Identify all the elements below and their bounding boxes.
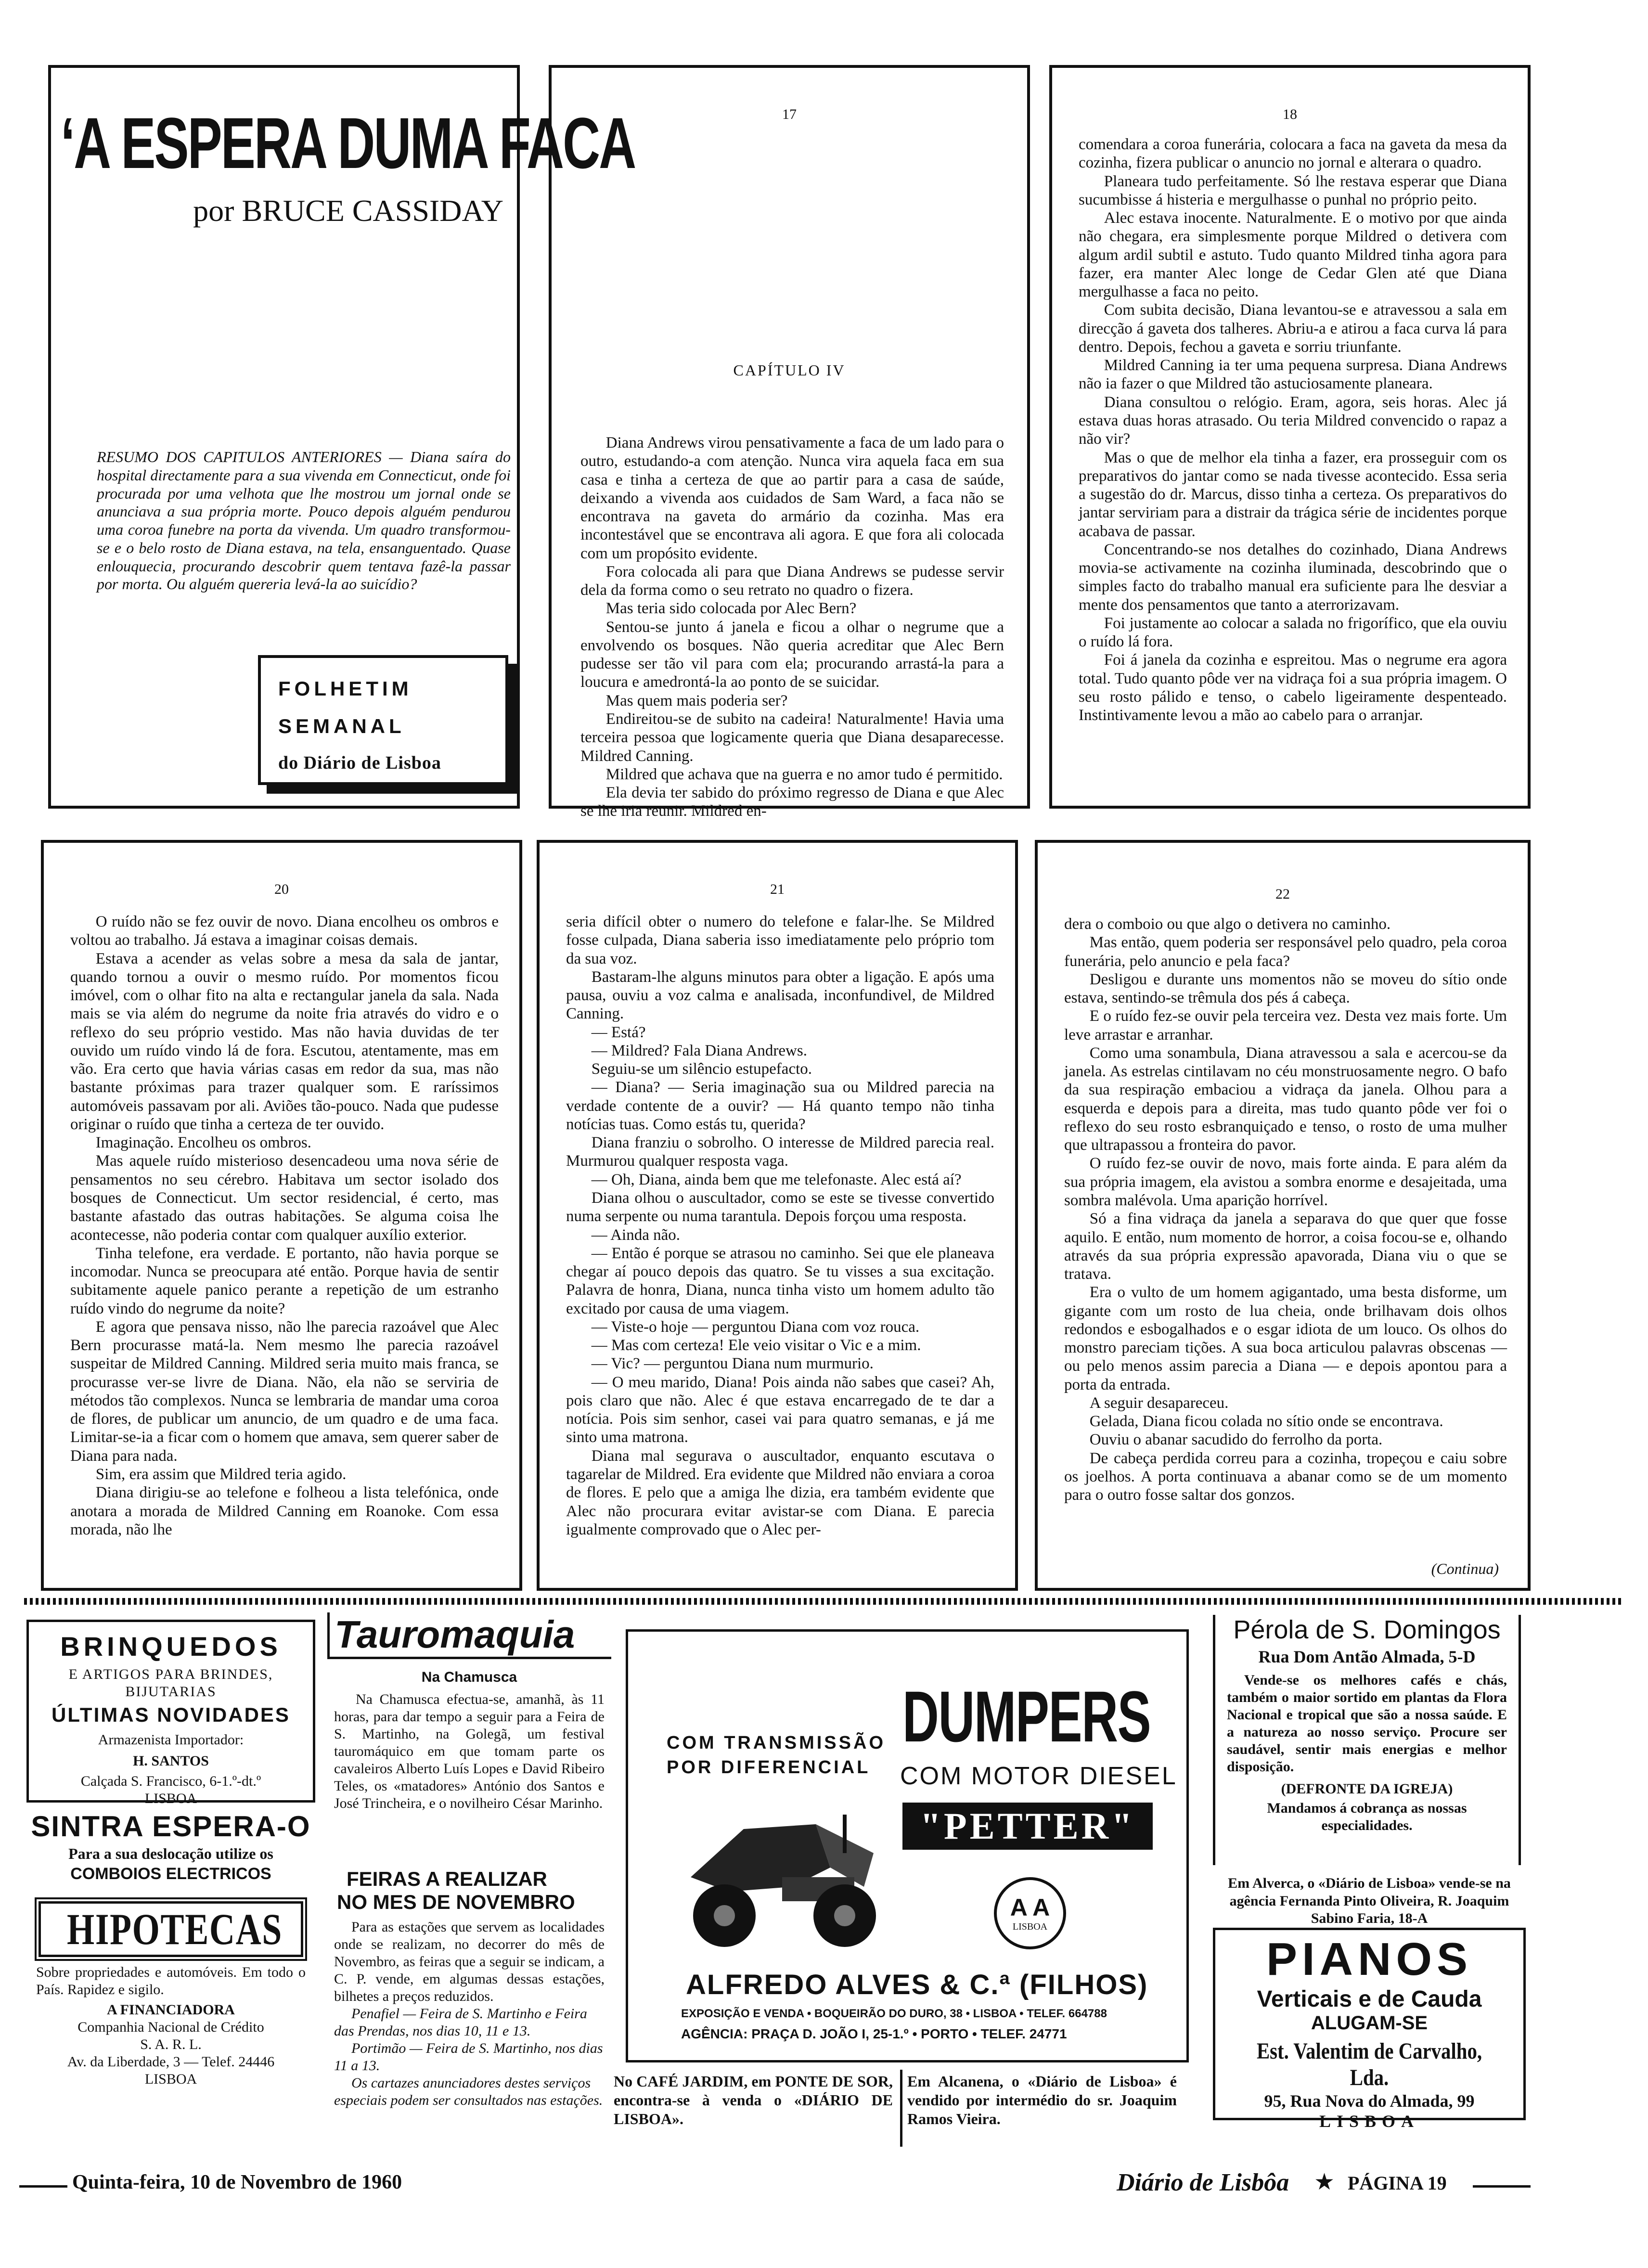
- paragraph: Fora colocada ali para que Diana Andrews se pudesse servir dela da forma como o seu retrato no quadro o fizera.: [580, 563, 1004, 599]
- paragraph: Seguiu-se um silêncio estupefacto.: [591, 1060, 812, 1078]
- ad-text: Penafiel — Feira de S. Martinho e Feira das Prendas, nos dias 10, 11 e 13.: [334, 2006, 587, 2039]
- paragraph: — Diana? — Seria imaginação sua ou Mildred parecia na verdade contente de a ouvir? — Há quanto tempo não tinha notícias tuas. Como estás tu, querida?: [566, 1079, 994, 1133]
- paragraph: Estava a acender as velas sobre a mesa da sala de jantar, quando tornou a ouvir o mesmo ruído. Por momentos ficou imóvel, com o olhar fito na alta e rectangular janela da sala. Nada mais se via além do negrume da noite fria através do vidro e o reflexo do seu próprio vestido. Mas não havia duvidas de ter ouvido um ruído vindo lá de fora. Escutou, atentamente, mas em vão. Era certo que havia várias casas em redor da sua, mas não bastante próximas para trazer qualquer som. E raríssimos automóveis passavam por ali. Aviões tão-pouco. Nada que pudesse originar o ruído que tinha a certeza de ter ouvido.: [70, 950, 499, 1133]
- ad-cafe: No CAFÉ JARDIM, em PONTE DE SOR, encontra-se à venda o «DIÁRIO DE LISBOA».: [614, 2073, 893, 2128]
- page-17-panel: [549, 65, 1030, 820]
- ad-title: Tauromaquia: [327, 1612, 611, 1659]
- ad-line: S. A. R. L.: [140, 2036, 202, 2052]
- chapter-heading: CAPÍTULO IV: [733, 361, 846, 379]
- ad-left-label: [667, 1733, 886, 1778]
- paragraph: Diana Andrews virou pensativamente a faca de um lado para o outro, estudando-a com atenção. Nunca vira aquela faca em sua casa e tinha a certeza de que ao partir para a casa de saúde, deixando a vivenda aos cuidados de Sam Ward, a faca não se encontrava na gaveta do armário da cozinha. Mas era incontestável que se encontrava ali agora. E que fora ali colocada com um propósito evidente.: [580, 434, 1004, 562]
- ad-title: BRINQUEDOS: [60, 1631, 282, 1662]
- ad-text: Os cartazes anunciadores destes serviços especiais podem ser consultados nas estações.: [334, 2075, 603, 2108]
- ad-line: LISBOA: [144, 1791, 197, 1806]
- page-20-panel: [41, 840, 522, 1591]
- box-line-2: SEMANAL: [278, 715, 405, 737]
- paragraph: Mildred que achava que na guerra e no amor tudo é permitido.: [605, 765, 1003, 783]
- paragraph: Bastaram-lhe alguns minutos para obter a ligação. E após uma pausa, ouviu a voz calma e analisada, inconfundivel, de Mildred Canning.: [566, 968, 994, 1023]
- paragraph: Planeara tudo perfeitamente. Só lhe restava esperar que Diana sucumbisse á histeria e mergulhasse o punhal no próprio peito.: [1079, 172, 1507, 208]
- ad-tauromaquia: [327, 1612, 611, 1863]
- divider: [900, 2070, 902, 2147]
- paragraph: Ouviu o abanar sacudido do ferrolho da porta.: [1089, 1431, 1383, 1449]
- ad-motor: COM MOTOR DIESEL: [900, 1762, 1177, 1790]
- paragraph: De cabeça perdida correu para a cozinha, tropeçou e caiu sobre os joelhos. A porta continuava a abanar como se de um momento para o outro fosse saltar dos gonzos.: [1064, 1449, 1507, 1504]
- paragraph: Tinha telefone, era verdade. E portanto, não havia porque se incomodar. Nunca se preocupara até então. Porque havia de sentir subitamente aquele panico perante a repetição de um estranho ruído vindo do negrume da noite?: [70, 1244, 499, 1317]
- page-21-panel: [537, 840, 1018, 1591]
- paragraph: dera o comboio ou que algo o detivera no caminho.: [1064, 915, 1391, 933]
- ad-title-text: HIPOTECAS: [67, 1905, 283, 1954]
- ad-line: BIJUTARIAS: [125, 1684, 217, 1700]
- paragraph: — Viste-o hoje — perguntou Diana com voz rouca.: [591, 1318, 920, 1336]
- page-number-17: 17: [782, 106, 797, 122]
- paragraph: Diana olhou o auscultador, como se este se tivesse convertido numa serpente ou numa tarantula. Depois forçou uma resposta.: [566, 1189, 994, 1225]
- story-byline: por BRUCE CASSIDAY: [193, 193, 503, 228]
- footer-date: Quinta-feira, 10 de Novembro de 1960: [72, 2171, 402, 2193]
- paragraph: Desligou e durante uns momentos não se moveu do sítio onde estava, sentindo-se trêmula dos pés á cabeça.: [1064, 970, 1507, 1007]
- dumper-illustration: [671, 1795, 893, 1959]
- paragraph: Mas teria sido colocada por Alec Bern?: [605, 600, 857, 618]
- ad-title: [39, 1901, 303, 1957]
- ad-alverca: Em Alverca, o «Diário de Lisboa» vende-se na agência Fernanda Pinto Oliveira, R. Joaquim Sabino Faria, 18-A: [1228, 1875, 1511, 1927]
- paragraph: E o ruído fez-se ouvir pela terceira vez. Desta vez mais forte. Um leve arrastar e arranhar.: [1064, 1007, 1507, 1044]
- page-number-21: 21: [770, 881, 785, 897]
- ad-line: Para a sua deslocação utilize os: [68, 1845, 273, 1862]
- paragraph: Foi á janela da cozinha e espreitou. Mas o negrume era agora total. Tudo quanto pôde ver na vidraça foi a sua própria imagem. O seu rosto pálido e tenso, o cabelo ligeiramente despenteado. Instintivamente levou a mão ao cabelo para o arranjar.: [1079, 651, 1507, 724]
- footer-page: PÁGINA 19: [1348, 2172, 1447, 2194]
- paragraph: Diana franziu o sobrolho. O interesse de Mildred parecia real. Murmurou qualquer resposta vaga.: [566, 1134, 994, 1170]
- ad-dumpers: [626, 1629, 1189, 2062]
- page-22-text: [1064, 915, 1507, 1505]
- paragraph: — Ainda não.: [591, 1226, 681, 1244]
- ad-address: Rua Dom Antão Almada, 5-D: [1258, 1647, 1476, 1666]
- ad-logo-text: LISBOA: [1012, 1921, 1048, 1932]
- ad-address: EXPOSIÇÃO E VENDA • BOQUEIRÃO DO DURO, 38 • LISBOA • TELEF. 664788: [681, 2007, 1107, 2020]
- ad-line: ALUGAM-SE: [1311, 2012, 1428, 2034]
- paragraph: Mas o que de melhor ela tinha a fazer, era prosseguir com os preparativos do jantar como se nada tivesse acontecido. Essa seria a sugestão do dr. Marcus, disso tinha a certeza. Os preparativos do jantar serviriam para a distrair da trágica série de incidentes porque acabava de passar.: [1079, 449, 1507, 540]
- paragraph: Diana consultou o relógio. Eram, agora, seis horas. Alec já estava duas horas atrasado. Ou teria Mildred convencido o rapaz a não vir?: [1079, 393, 1507, 448]
- ad-title: Pérola de S. Domingos: [1233, 1615, 1501, 1644]
- paragraph: Ela devia ter sabido do próximo regresso de Diana e que Alec se lhe iria reunir. Mildred en-: [580, 784, 1004, 820]
- paragraph: Sentou-se junto á janela e ficou a olhar o negrume que a envolvendo os bosques. Não queria acreditar que Alec Bern pudesse ser tão vil para com ela; procurando arrastá-la para a loucura e amedrontá-la ao ponto de se suicidar.: [580, 618, 1004, 691]
- ad-line: Verticais e de Cauda: [1257, 1986, 1482, 2012]
- paragraph: O ruído fez-se ouvir de novo, mais forte ainda. E para além da sua própria imagem, ela avistou a sombra enorme e desajeitada, uma sombra malévola. Uma aparição horrível.: [1064, 1155, 1507, 1209]
- ad-line: LISBOA: [1319, 2112, 1420, 2131]
- ad-text: Para as estações que servem as localidades onde se realizam, no decorrer do mês de Novembro, as feiras que a seguir se indicam, a C. P. vende, em algumas dessas estações, bilhetes a preços reduzidos.: [334, 1919, 605, 2004]
- paragraph: Mas quem mais poderia ser?: [605, 692, 788, 709]
- paragraph: — O meu marido, Diana! Pois ainda não sabes que casei? Ah, pois claro que não. Alec é que estava encarregado de te dar a notícia. Pois sim senhor, casei vai para quatro semanas, e já me sinto uma matrona.: [566, 1373, 994, 1446]
- ad-text: Na Chamusca efectua-se, amanhã, às 11 horas, para dar tempo a seguir para a Feira de S. Martinho, na Golegã, um festival tauromáquico em que tomam parte os cavaleiros Alberto Luís Lopes e David Ribeiro Teles, os «matadores» António dos Santos e José Trincheira, e o novilheiro César Marinho.: [334, 1691, 605, 1811]
- ad-line: COM TRANSMISSÃO: [667, 1733, 886, 1753]
- page-22-panel: [1035, 840, 1531, 1591]
- ad-line: Companhia Nacional de Crédito: [77, 2019, 264, 2035]
- paragraph: Era o vulto de um homem agigantado, uma besta disforme, um gigante com um rosto de lua cheia, onde brilhavam dois olhos redondos e esbogalhados e o esgar idiota de um louco. Os olhos do monstro pareciam tições. A sua boca articulou palavras obscenas — ou pelo menos assim parecia a Diana — e depois apontou para a porta da entrada.: [1064, 1284, 1507, 1393]
- ad-hipotecas: [26, 1901, 315, 2113]
- continua-label: (Continua): [1431, 1560, 1499, 1577]
- paragraph: Concentrando-se nos detalhes do cozinhado, Diana Andrews movia-se activamente na cozinha iluminada, descobrindo que o simples facto do trabalho manual era suficiente para lhe desviar a mente dos pensamentos que tanto a aterrorizavam.: [1079, 541, 1507, 614]
- ad-company: ALFREDO ALVES & C.ª (FILHOS): [686, 1969, 1148, 2000]
- paragraph: Diana dirigiu-se ao telefone e folheou a lista telefónica, onde anotara a morada de Mildred Canning em Roanoke. Com essa morada, não lhe: [70, 1484, 499, 1538]
- paragraph: comendara a coroa funerária, colocara a faca na gaveta da mesa da cozinha, fizera publicar o anuncio no jornal e alterara o quadro.: [1079, 136, 1507, 172]
- paragraph: Endireitou-se de subito na cadeira! Naturalmente! Havia uma terceira pessoa que logicamente queria que Diana desaparecesse. Mildred Canning.: [580, 710, 1004, 765]
- page-20-text: [70, 913, 499, 1539]
- page-17-text: [580, 434, 1004, 821]
- ad-line: (DEFRONTE DA IGREJA): [1281, 1781, 1453, 1797]
- paragraph: — Então é porque se atrasou no caminho. Sei que ele planeava chegar aí pouco depois das quatro. Se tu visses a sua excitação. Palavra de honra, Diana, nunca tinha visto um homem adulto tão excitado por causa de uma viagem.: [566, 1244, 994, 1317]
- ad-line: E ARTIGOS PARA BRINDES,: [68, 1666, 273, 1682]
- ad-line: Armazenista Importador:: [98, 1732, 244, 1748]
- title-panel: [48, 65, 635, 809]
- ad-brinquedos: [26, 1620, 315, 1806]
- paragraph: Gelada, Diana ficou colada no sítio onde se encontrava.: [1089, 1413, 1443, 1430]
- box-line-3: do Diário de Lisboa: [278, 753, 441, 773]
- footer-rule-right: [1473, 2185, 1531, 2188]
- ad-petter: "PETTER": [902, 1803, 1153, 1850]
- dotted-rule: [24, 1598, 1622, 1605]
- footer-star-icon: ★: [1314, 2169, 1335, 2195]
- paragraph: Diana mal segurava o auscultador, enquanto escutava o tagarelar de Mildred. Era evidente que Mildred não enviara a coroa de flores. E pelo que a amiga lhe dizia, era também evidente que Alec não procurara evitar avistar-se com Diana. E parecia igualmente comprovado que o Alec per-: [566, 1447, 994, 1538]
- paragraph: — Vic? — perguntou Diana num murmurio.: [591, 1355, 874, 1373]
- ad-line: A FINANCIADORA: [107, 2002, 235, 2018]
- paragraph: Foi justamente ao colocar a salada no frigorífico, que ela ouviu o ruído lá fora.: [1079, 614, 1507, 651]
- box-line-1: FOLHETIM: [278, 677, 412, 700]
- page-number-20: 20: [274, 881, 289, 897]
- page-number-22: 22: [1275, 886, 1290, 902]
- page-18-text: [1079, 135, 1507, 725]
- paragraph: — Mas com certeza! Ele veio visitar o Vic e a mim.: [591, 1337, 921, 1354]
- ad-line: Mandamos á cobrança as nossas especialidades.: [1267, 1800, 1467, 1833]
- ad-brand: DUMPERS: [902, 1676, 1151, 1757]
- paragraph: seria difícil obter o numero do telefone e falar-lhe. Se Mildred fosse culpada, Diana saberia isso imediatamente pelo próprio tom da sua voz.: [566, 913, 994, 967]
- ad-text: Portimão — Feira de S. Martinho, nos dias 11 a 13.: [334, 2040, 603, 2074]
- ad-title: NO MES DE NOVEMBRO: [337, 1891, 575, 1913]
- paragraph: Só a fina vidraça da janela a separava do que quer que fosse aquilo. E então, num momento de horror, a coisa focou-se e, olhando através da sua própria expressão apavorada, Diana viu o que se tratava.: [1064, 1210, 1507, 1283]
- ad-pianos: [1213, 1928, 1526, 2131]
- ad-subtitle: Na Chamusca: [421, 1669, 517, 1685]
- paragraph: Com subita decisão, Diana levantou-se e atravessou a sala em direcção á gaveta dos talheres. Abriu-a e atirou a faca curva lá para dentro. Depois, fechou a gaveta e sorriu triunfante.: [1079, 301, 1507, 356]
- ad-perola: [1213, 1615, 1521, 1865]
- ad-line: COMBOIOS ELECTRICOS: [70, 1865, 271, 1883]
- paragraph: Como uma sonambula, Diana atravessou a sala e acercou-se da janela. As estrelas cintilavam no céu monstruosamente negro. O bafo da sua respiração embaciou a vidraça da janela. Olhou para a esquerda e depois para a direita, mas tudo quanto pôde ver foi o reflexo do seu rosto esbranquiçado e tenso, o rosto de uma mulher que ultrapassou a fronteira do pavor.: [1064, 1044, 1507, 1154]
- ad-line: Calçada S. Francisco, 6-1.º-dt.º: [80, 1773, 261, 1789]
- paragraph: O ruído não se fez ouvir de novo. Diana encolheu os ombros e voltou ao trabalho. Já estava a imaginar coisas demais.: [70, 913, 499, 949]
- paragraph: Imaginação. Encolheu os ombros.: [95, 1134, 311, 1152]
- ad-line: 95, Rua Nova do Almada, 99: [1264, 2091, 1475, 2111]
- ad-sintra: [26, 1810, 315, 1894]
- ad-title: FEIRAS A REALIZAR: [347, 1868, 547, 1890]
- paragraph: — Oh, Diana, ainda bem que me telefonaste. Alec está aí?: [591, 1171, 962, 1188]
- footer-masthead: Diário de Lisbôa: [1117, 2169, 1289, 2196]
- ad-text: Vende-se os melhores cafés e chás, também o maior sortido em plantas da Flora Nacional e tropical que são a nossa saúde. E a natureza ao nosso serviço. Procure ser saudável, sentir mais energias e melhor disposição.: [1227, 1672, 1507, 1775]
- ad-line: H. SANTOS: [133, 1753, 209, 1769]
- page-21-text: [566, 913, 994, 1539]
- ad-title: SINTRA ESPERA-O: [31, 1810, 311, 1843]
- ad-line: Av. da Liberdade, 3 — Telef. 24446: [67, 2054, 275, 2070]
- ad-title: PIANOS: [1266, 1933, 1473, 1985]
- ad-alcanena: Em Alcanena, o «Diário de Lisboa» é vendido por intermédio do sr. Joaquim Ramos Vieira.: [907, 2073, 1177, 2128]
- paragraph: E agora que pensava nisso, não lhe parecia razoável que Alec Bern procurasse matá-la. Nem mesmo lhe parecia razoável suspeitar de Mildred Canning. Mildred seria muito mais franca, se procurasse ver-se livre de Diana. Não, ela não se serviria de métodos tão complexos. Nunca se lembraria de mandar uma coroa de flores, de publicar um anuncio, de um quadro e de uma faca. Limitar-se-ia a ficar com o homem que amava, sem querer saber de Diana para nada.: [70, 1318, 499, 1465]
- footer-rule-left: [19, 2185, 67, 2188]
- ad-logo: A A LISBOA: [994, 1877, 1066, 1949]
- folhetim-box: [258, 655, 508, 785]
- page-18-panel: [1049, 65, 1531, 809]
- ad-feiras: [327, 1868, 611, 2127]
- page-number-18: 18: [1283, 106, 1297, 122]
- ad-line: LISBOA: [144, 2071, 197, 2087]
- ad-line: Est. Valentim de Carvalho, Lda.: [1256, 2038, 1482, 2090]
- paragraph: — Está?: [591, 1023, 646, 1041]
- paragraph: Alec estava inocente. Naturalmente. E o motivo por que ainda não chegara, era simplesmente porque Mildred o detivera com algum ardil subtil e astuto. Tudo quanto Mildred tinha agora para fazer, era manter Alec longe de Cedar Glen até que Diana mergulhasse a faca no peito.: [1079, 209, 1507, 301]
- story-title: ‘A ESPERA DUMA FACA: [61, 103, 635, 183]
- ad-line: ÚLTIMAS NOVIDADES: [52, 1703, 290, 1726]
- paragraph: A seguir desapareceu.: [1089, 1394, 1229, 1412]
- paragraph: Sim, era assim que Mildred teria agido.: [95, 1465, 347, 1483]
- ad-line: POR DIFERENCIAL: [667, 1757, 871, 1778]
- ad-address: AGÊNCIA: PRAÇA D. JOÃO I, 25-1.º • PORTO • TELEF. 24771: [681, 2026, 1067, 2041]
- paragraph: Mas aquele ruído misterioso desencadeou uma nova série de pensamentos no seu cérebro. Habitava um sector isolado dos bosques de Connecticut. Um sector residencial, é certo, mas bastante afastado das outras habitações. Se alguma coisa lhe acontecesse, não poderia contar com qualquer auxílio exterior.: [70, 1152, 499, 1244]
- paragraph: Mas então, quem poderia ser responsável pelo quadro, pela coroa funerária, pelo anuncio e pela faca?: [1064, 934, 1507, 970]
- paragraph: — Mildred? Fala Diana Andrews.: [591, 1042, 807, 1059]
- paragraph: Mildred Canning ia ter uma pequena surpresa. Diana Andrews não ia fazer o que Mildred tão astuciosamente planeara.: [1079, 357, 1507, 393]
- ad-line: Sobre propriedades e automóveis. Em todo o País. Rapidez e sigilo.: [36, 1964, 306, 1997]
- story-summary: RESUMO DOS CAPITULOS ANTERIORES — Diana saíra do hospital directamente para a sua vivenda em Connecticut, onde foi procurada por uma velhota que lhe mostrou um jornal onde se anunciava a sua própria morte. Pouco depois alguém pendurou uma coroa funebre na porta da vivenda. Um quadro transformou-se e o belo rosto de Diana estava, na tela, ensanguentado. Quase enlouquecia, procurando descobrir quem tentava fazê-la passar por morta. Ou alguém quereria levá-la ao suicídio?: [97, 448, 511, 593]
